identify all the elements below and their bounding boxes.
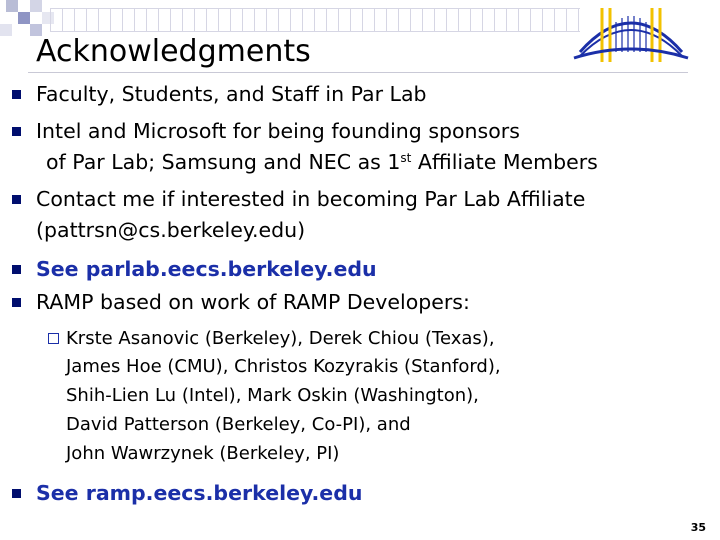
square-bullet-icon — [12, 489, 21, 498]
square-bullet-icon — [12, 298, 21, 307]
bullet-text-part: Affiliate Members — [411, 150, 598, 174]
ramp-link[interactable]: See ramp.eecs.berkeley.edu — [36, 481, 363, 505]
bullet-text-part: of Par Lab; Samsung and NEC as 1 — [46, 150, 401, 174]
parlab-link[interactable]: See parlab.eecs.berkeley.edu — [36, 257, 377, 281]
contact-email: (pattrsn@cs.berkeley.edu) — [36, 218, 306, 242]
page-number: 35 — [690, 521, 706, 534]
bullet-text-continuation — [46, 149, 598, 175]
square-bullet-icon — [12, 265, 21, 274]
sub-bullet-text: Krste Asanovic (Berkeley), Derek Chiou (Texas), — [66, 328, 495, 349]
bullet-text: RAMP based on work of RAMP Developers: — [36, 290, 470, 314]
bullet-text: Contact me if interested in becoming Par Lab Affiliate — [36, 187, 586, 211]
sub-bullet-text: David Patterson (Berkeley, Co-PI), and — [66, 414, 411, 435]
deco-square — [18, 12, 30, 24]
hollow-square-bullet-icon — [48, 333, 59, 344]
header-divider — [28, 72, 688, 73]
square-bullet-icon — [12, 195, 21, 204]
header-grid-band — [50, 8, 580, 32]
parlab-bridge-logo-icon — [572, 0, 690, 72]
sub-bullet-text: James Hoe (CMU), Christos Kozyrakis (Stanford), — [66, 356, 501, 377]
sub-bullet-text: John Wawrzynek (Berkeley, PI) — [66, 443, 340, 464]
page-title: Acknowledgments — [36, 34, 311, 69]
square-bullet-icon — [12, 90, 21, 99]
bullet-text: Faculty, Students, and Staff in Par Lab — [36, 82, 427, 106]
square-bullet-icon — [12, 127, 21, 136]
deco-square — [0, 24, 12, 36]
sub-bullet-text: Shih-Lien Lu (Intel), Mark Oskin (Washington), — [66, 385, 479, 406]
deco-square — [30, 0, 42, 12]
deco-square — [6, 0, 18, 12]
superscript: st — [400, 151, 412, 165]
bullet-text: Intel and Microsoft for being founding sponsors — [36, 119, 520, 143]
